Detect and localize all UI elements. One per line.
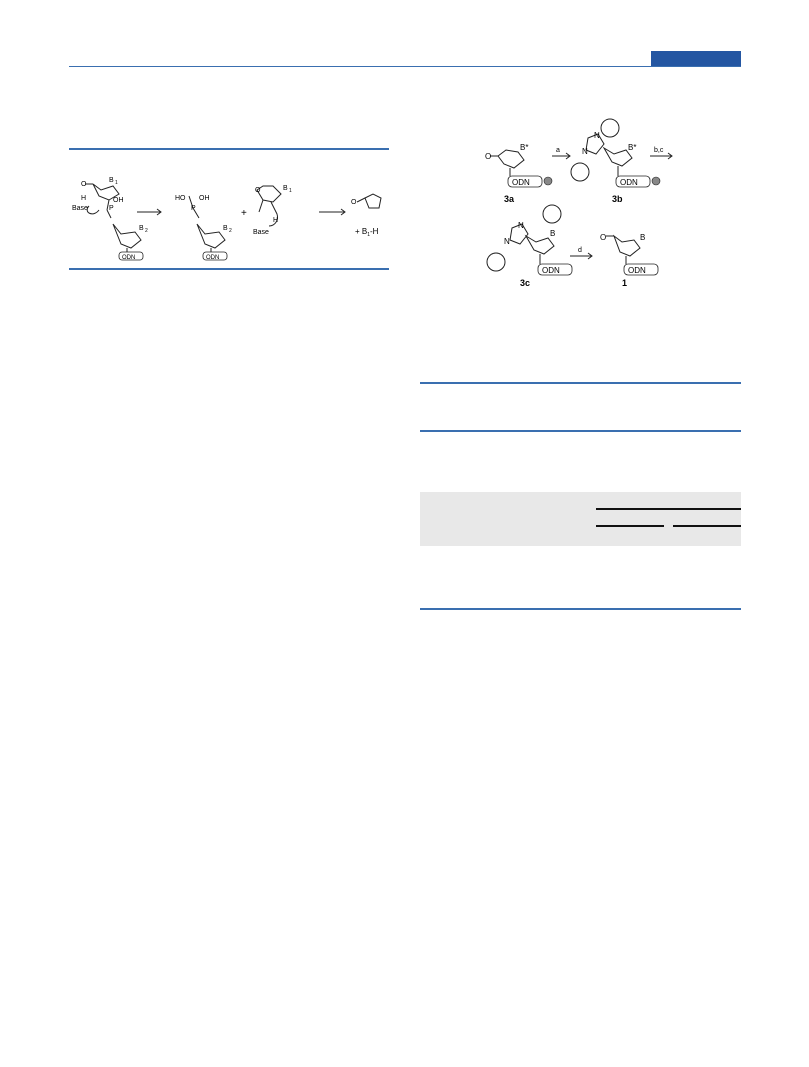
odn-tag-2: ODN	[206, 255, 220, 261]
phenyl-3c-top	[543, 205, 561, 223]
phenyl-3c-bottom	[487, 253, 505, 271]
label-3b: 3b	[612, 194, 623, 204]
svg-text:OH: OH	[199, 195, 210, 202]
synthesis-scheme	[470, 110, 710, 295]
sugar-ring-2	[113, 224, 141, 248]
base-label-1: Base	[72, 205, 88, 212]
solid-support-bead-3a	[544, 177, 552, 185]
journal-header-tab	[651, 51, 741, 67]
svg-text:B*: B*	[628, 143, 637, 152]
furfural-aldehyde	[357, 198, 365, 202]
h-label-1: H	[81, 195, 87, 202]
svg-text:1: 1	[115, 180, 118, 186]
label-3a: 3a	[504, 194, 515, 204]
svg-text:N: N	[594, 131, 600, 140]
table-header-rule	[420, 430, 741, 432]
table-subspanner-line-2	[673, 525, 741, 527]
base-label-2: Base	[253, 229, 269, 236]
table-subspanner-line-1	[596, 525, 664, 527]
svg-text:B: B	[223, 225, 228, 232]
svg-text:1: 1	[289, 188, 292, 194]
enone-ring	[257, 186, 281, 202]
table-spanner-line	[596, 508, 741, 510]
scheme-bottom-rule	[69, 268, 389, 270]
svg-text:OH: OH	[113, 197, 124, 204]
byproduct-label: + $B_1-H$	[355, 227, 379, 238]
table-header-band	[420, 492, 741, 546]
svg-text:P: P	[109, 205, 114, 212]
step-bc-label: b,c	[654, 147, 664, 154]
cleavage-scheme	[69, 160, 389, 265]
odn-tag-3a: ODN	[512, 178, 530, 187]
svg-text:HO: HO	[175, 195, 186, 202]
svg-text:O: O	[485, 152, 492, 161]
page-header-rule	[69, 66, 741, 67]
svg-text:B: B	[139, 225, 144, 232]
sugar-3c	[526, 236, 554, 254]
sugar-ring-3	[197, 224, 225, 248]
svg-text:2: 2	[229, 228, 232, 234]
enone-bond	[259, 200, 263, 212]
sugar-3a	[498, 150, 524, 168]
odn-tag-1: ODN	[628, 266, 646, 275]
phenyl-3b-top	[601, 119, 619, 137]
phenyl-3b-bottom	[571, 163, 589, 181]
svg-text:N: N	[518, 221, 524, 230]
table-bottom-rule	[420, 608, 741, 610]
svg-text:N: N	[504, 237, 510, 246]
b1-label: B	[109, 177, 114, 184]
step-d-label: d	[578, 247, 582, 254]
svg-text:O: O	[81, 181, 87, 188]
svg-text:O: O	[351, 199, 357, 206]
odn-tag-1: ODN	[122, 255, 136, 261]
svg-text:B: B	[283, 185, 288, 192]
svg-text:B: B	[550, 229, 556, 238]
solid-support-bead-3b	[652, 177, 660, 185]
svg-text:O: O	[255, 187, 261, 194]
label-1: 1	[622, 278, 628, 288]
sugar-1	[614, 236, 640, 256]
odn-tag-3b: ODN	[620, 178, 638, 187]
plus-sign: +	[241, 208, 247, 219]
svg-text:N: N	[582, 147, 588, 156]
step-a-label: a	[556, 147, 560, 154]
scheme-top-rule	[69, 148, 389, 150]
base-arrow-1	[87, 206, 99, 214]
table-title-top-rule	[420, 382, 741, 384]
svg-text:P: P	[191, 205, 196, 212]
odn-tag-3c: ODN	[542, 266, 560, 275]
svg-text:B: B	[640, 233, 646, 242]
label-3c: 3c	[520, 278, 531, 288]
furfural-ring	[365, 194, 381, 208]
svg-text:2: 2	[145, 228, 148, 234]
svg-text:H: H	[273, 217, 279, 224]
svg-text:O: O	[600, 233, 607, 242]
svg-text:B*: B*	[520, 143, 529, 152]
